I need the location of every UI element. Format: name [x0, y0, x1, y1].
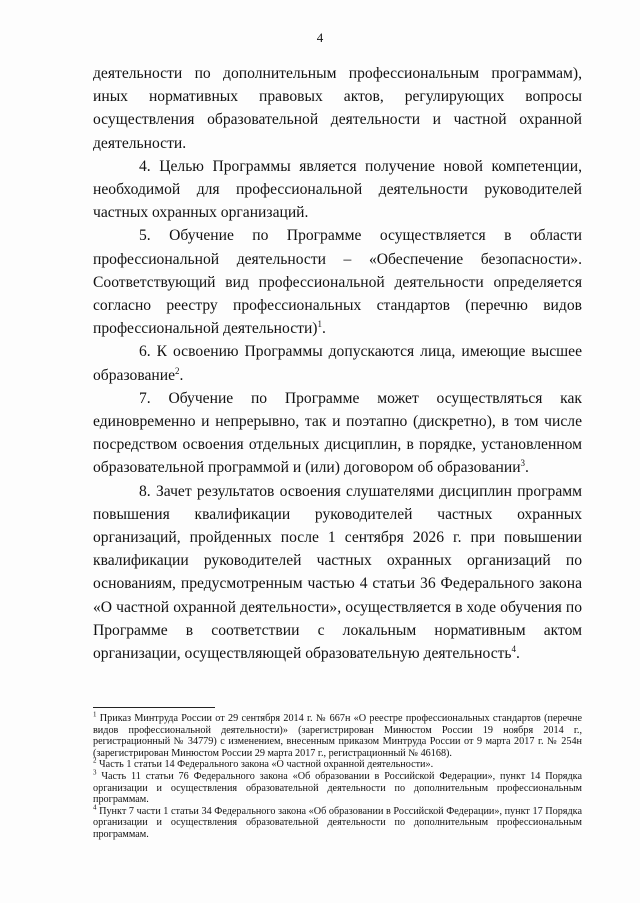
paragraph-7: 7. Обучение по Программе может осуществляться как единовременно и непрерывно, так и поэтапно (дискретно), в том числе посредством освоения отдельных дисциплин, в порядке, установленном образовательной программой и (или) договором об образовании$^3$.: [93, 389, 582, 477]
document-body: [93, 62, 582, 665]
paragraph-8: 8. Зачет результатов освоения слушателями дисциплин программ повышения квалификации руководителей частных охранных организаций, пройденных после 1 сентября 2026 г. при повышении квалификации руководителей частных охранных организаций по основаниям, предусмотренным частью 4 статьи 36 Федерального закона «О частной охранной деятельности», осуществляется в ходе обучения по Программе в соответствии с локальным нормативным актом организации, осуществляющей образовательную деятельность$^4$.: [93, 482, 582, 663]
paragraph-3-continuation: деятельности по дополнительным профессиональным программам), иных нормативных правовых актов, регулирующих вопросы осуществления образовательной деятельности и частной охранной деятельности.: [93, 65, 582, 152]
footnote-1: $^1$ Приказ Минтруда России от 29 сентября 2014 г. № 667н «О реестре профессиональных стандартов (перечне видов профессиональной деятельности)» (зарегистрирован Минюстом России 19 ноября 2014 г., регистрационный № 34779) с изменением, внесенным приказом Минтруда России от 9 марта 2017 г. № 254н (зарегистрирован Минюстом России 29 марта 2017 г., регистрационный № 46168).: [93, 710, 582, 759]
footnote-3: $^3$ Часть 11 статьи 76 Федерального закона «Об образовании в Российской Федерации», пункт 14 Порядка организации и осуществления образовательной деятельности по дополнительным профессиональным программам.: [93, 768, 582, 806]
footnote-ref-2: 2: [175, 365, 180, 376]
footnotes: [93, 710, 582, 841]
page-number: 4: [316, 30, 324, 45]
paragraph-5: 5. Обучение по Программе осуществляется в области профессиональной деятельности – «Обеспечение безопасности». Соответствующий вид профессиональной деятельности определяется согласно реестру профессиональных стандартов (перечню видов профессиональной деятельности)$^1$.: [93, 227, 582, 338]
paragraph-4: 4. Целью Программы является получение новой компетенции, необходимой для профессиональной деятельности руководителей частных охранных организаций.: [93, 157, 582, 222]
footnote-ref-3: 3: [520, 458, 526, 469]
footnote-2: $^2$ Часть 1 статьи 14 Федерального закона «О частной охранной деятельности».: [93, 756, 434, 771]
footnote-ref-4: 4: [511, 643, 517, 654]
footnote-divider: [93, 707, 215, 708]
footnote-ref-1: 1: [317, 319, 322, 330]
footnote-4: $^4$ Пункт 7 части 1 статьи 34 Федерального закона «Об образовании в Российской Федерации», пункт 17 Порядка организации и осуществления образовательной деятельности по дополнительным профессиональным программам.: [93, 803, 582, 840]
paragraph-6: 6. К освоению Программы допускаются лица, имеющие высшее образование$^2$.: [93, 343, 582, 384]
